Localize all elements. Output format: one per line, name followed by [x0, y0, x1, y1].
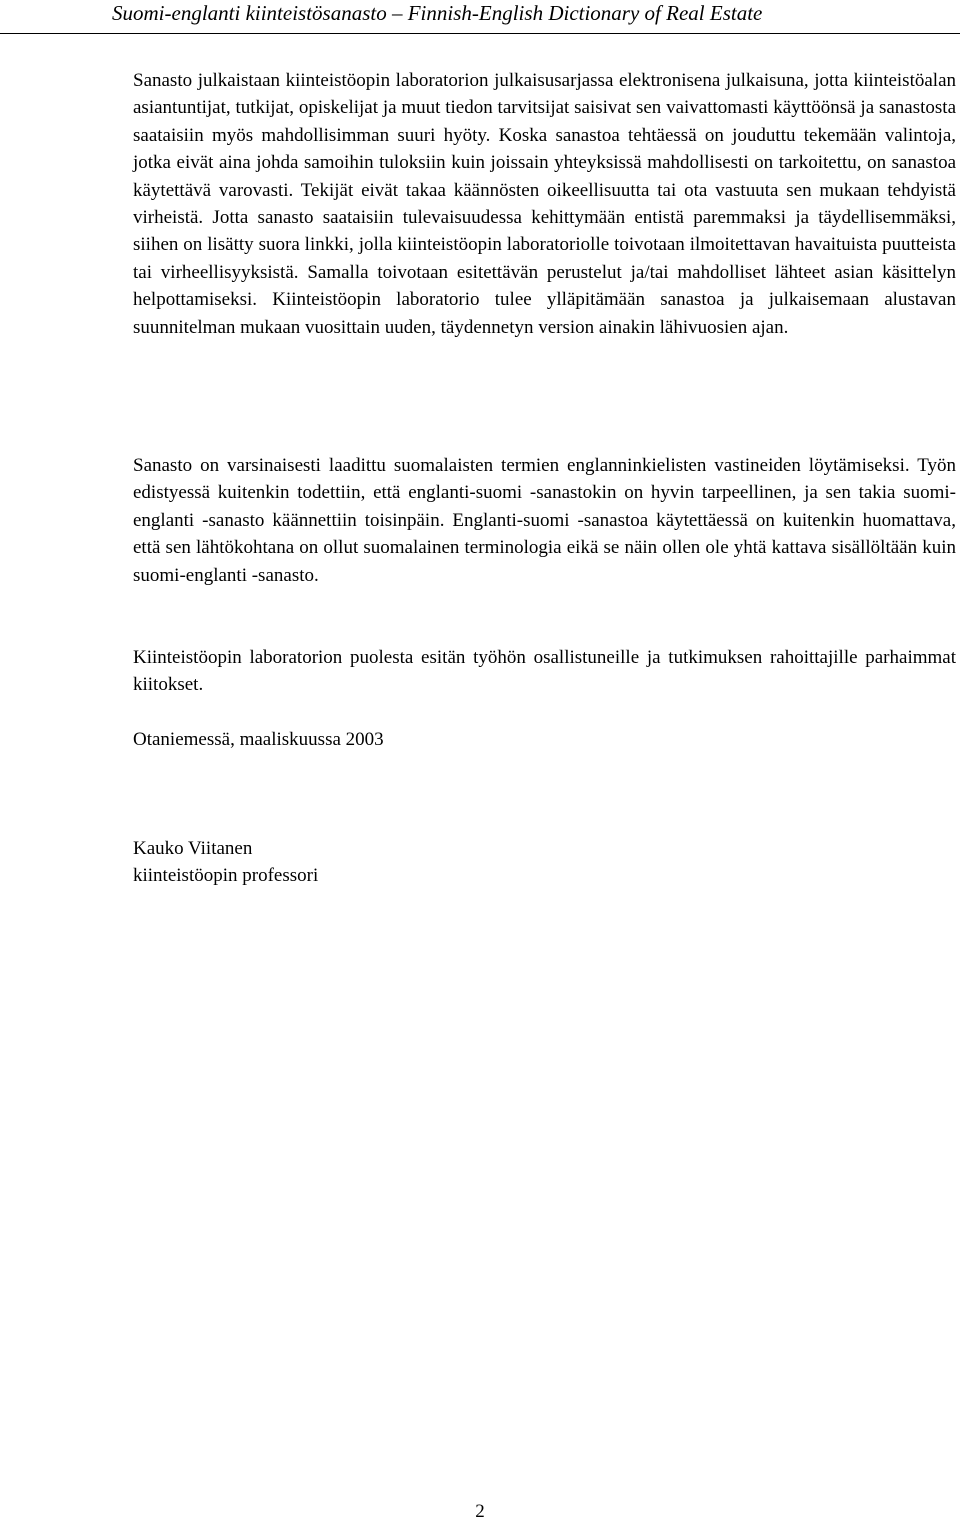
signatory-title: kiinteistöopin professori — [133, 865, 319, 887]
body-paragraph-1: Sanasto julkaistaan kiinteistöopin laboratorion julkaisusarjassa elektronisena julkaisuna, jotta kiinteistöalan asiantuntijat, tutkijat, opiskelijat ja muut tiedon tarvitsijat saisivat sen vaivattomasti käyttöönsä ja sanastosta saataisiin myös mahdollisimman suuri hyöty. Koska sanastoa tehtäessä on jouduttu tekemään valintoja, jotka eivät aina johda samoihin tuloksiin kuin joissain yhteyksissä mahdollisesti on tarkoitettu, on sanastoa käytettävä varovasti. Tekijät eivät takaa käännösten oikeellisuutta tai ota vastuuta sen mukaan tehdyistä virheistä. Jotta sanasto saataisiin tulevaisuudessa kehittymään entistä paremmaksi ja täydellisemmäksi, siihen on lisätty suora linkki, jolla kiinteistöopin laboratoriolle toivotaan ilmoitettavan havaituista puutteista tai virheellisyyksistä. Samalla toivotaan esitettävän perustelut ja/tai mahdolliset lähteet asian käsittelyn helpottamiseksi. Kiinteistöopin laboratorio tulee ylläpitämään sanastoa ja julkaisemaan alustavan suunnitelman mukaan vuosittain uuden, täydennetyn version ainakin lähivuosien ajan. — [133, 70, 956, 338]
signatory-name: Kauko Viitanen — [133, 838, 253, 859]
body-paragraph-2: Sanasto on varsinaisesti laadittu suomalaisten termien englanninkielisten vastineiden löytämiseksi. Työn edistyessä kuitenkin todettiin, että englanti-suomi -sanastokin on hyvin tarpeellinen, ja sen takia suomi-englanti -sanasto käännettiin toisinpäin. Englanti-suomi -sanastoa käytettäessä on kuitenkin huomattava, että sen lähtökohtana on ollut suomalainen terminologia eikä se näin ollen ole yhtä kattava sisällöltään kuin suomi-englanti -sanasto. — [133, 455, 956, 586]
running-header-title: Suomi-englanti kiinteistösanasto – Finnish-English Dictionary of Real Estate — [112, 1, 763, 25]
page-number: 2 — [475, 1501, 485, 1522]
signature-block — [133, 835, 318, 890]
place-and-date: Otaniemessä, maaliskuussa 2003 — [133, 729, 384, 750]
running-header — [0, 0, 960, 34]
body-paragraph-3: Kiinteistöopin laboratorion puolesta esitän työhön osallistuneille ja tutkimuksen rahoittajille parhaimmat kiitokset. — [133, 647, 956, 696]
